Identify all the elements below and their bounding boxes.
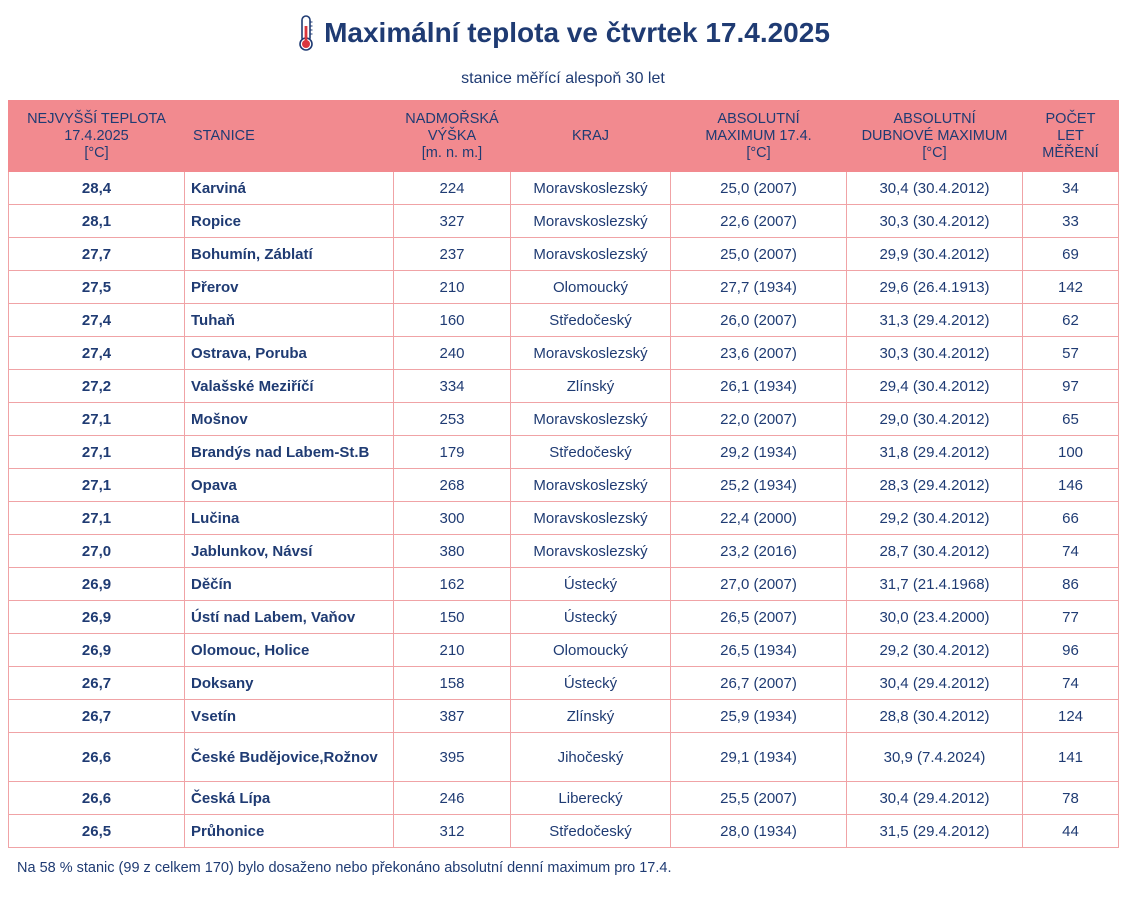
cell-station: Lučina	[185, 502, 394, 535]
cell-years: 146	[1023, 469, 1119, 502]
cell-station: Ostrava, Poruba	[185, 337, 394, 370]
cell-region: Moravskoslezský	[511, 172, 671, 205]
table-row	[9, 782, 1119, 815]
cell-temp: 26,7	[9, 700, 185, 733]
cell-altitude: 246	[394, 782, 511, 815]
table-row	[9, 337, 1119, 370]
cell-altitude: 210	[394, 271, 511, 304]
cell-region: Ústecký	[511, 667, 671, 700]
table-row	[9, 815, 1119, 848]
cell-april-max: 28,3 (29.4.2012)	[847, 469, 1023, 502]
cell-temp: 27,1	[9, 436, 185, 469]
table-row	[9, 304, 1119, 337]
cell-temp: 26,5	[9, 815, 185, 848]
table-row	[9, 568, 1119, 601]
cell-station: Karviná	[185, 172, 394, 205]
cell-april-max: 30,4 (29.4.2012)	[847, 782, 1023, 815]
cell-temp: 27,1	[9, 403, 185, 436]
cell-abs-max: 23,2 (2016)	[671, 535, 847, 568]
cell-april-max: 28,7 (30.4.2012)	[847, 535, 1023, 568]
cell-years: 66	[1023, 502, 1119, 535]
header-years: POČET LET MĚŘENÍ	[1023, 101, 1119, 172]
cell-april-max: 29,9 (30.4.2012)	[847, 238, 1023, 271]
cell-region: Moravskoslezský	[511, 337, 671, 370]
cell-temp: 28,4	[9, 172, 185, 205]
table-row	[9, 172, 1119, 205]
table-row	[9, 436, 1119, 469]
header-altitude: NADMOŘSKÁ VÝŠKA [m. n. m.]	[394, 101, 511, 172]
cell-region: Olomoucký	[511, 271, 671, 304]
cell-region: Liberecký	[511, 782, 671, 815]
cell-abs-max: 26,7 (2007)	[671, 667, 847, 700]
cell-region: Středočeský	[511, 304, 671, 337]
cell-years: 77	[1023, 601, 1119, 634]
cell-temp: 27,5	[9, 271, 185, 304]
cell-altitude: 300	[394, 502, 511, 535]
cell-altitude: 237	[394, 238, 511, 271]
cell-altitude: 158	[394, 667, 511, 700]
cell-station: Doksany	[185, 667, 394, 700]
cell-years: 78	[1023, 782, 1119, 815]
cell-altitude: 268	[394, 469, 511, 502]
cell-abs-max: 22,0 (2007)	[671, 403, 847, 436]
cell-abs-max: 26,0 (2007)	[671, 304, 847, 337]
cell-region: Moravskoslezský	[511, 238, 671, 271]
cell-region: Zlínský	[511, 700, 671, 733]
cell-years: 96	[1023, 634, 1119, 667]
header-region: KRAJ	[511, 101, 671, 172]
cell-abs-max: 25,0 (2007)	[671, 172, 847, 205]
cell-station: Bohumín, Záblatí	[185, 238, 394, 271]
cell-abs-max: 22,6 (2007)	[671, 205, 847, 238]
cell-abs-max: 29,1 (1934)	[671, 733, 847, 782]
cell-abs-max: 23,6 (2007)	[671, 337, 847, 370]
cell-abs-max: 25,2 (1934)	[671, 469, 847, 502]
cell-region: Středočeský	[511, 436, 671, 469]
cell-april-max: 30,9 (7.4.2024)	[847, 733, 1023, 782]
cell-station: Průhonice	[185, 815, 394, 848]
cell-april-max: 29,4 (30.4.2012)	[847, 370, 1023, 403]
table-row	[9, 700, 1119, 733]
cell-temp: 26,9	[9, 634, 185, 667]
cell-abs-max: 25,5 (2007)	[671, 782, 847, 815]
thermometer-icon	[296, 14, 316, 52]
table-row	[9, 271, 1119, 304]
cell-station: Přerov	[185, 271, 394, 304]
cell-years: 74	[1023, 667, 1119, 700]
cell-altitude: 160	[394, 304, 511, 337]
cell-years: 142	[1023, 271, 1119, 304]
cell-station: Ústí nad Labem, Vaňov	[185, 601, 394, 634]
cell-altitude: 312	[394, 815, 511, 848]
table-row	[9, 370, 1119, 403]
cell-years: 34	[1023, 172, 1119, 205]
cell-altitude: 253	[394, 403, 511, 436]
cell-region: Ústecký	[511, 568, 671, 601]
cell-station: Ropice	[185, 205, 394, 238]
cell-temp: 27,4	[9, 337, 185, 370]
cell-years: 86	[1023, 568, 1119, 601]
cell-temp: 27,0	[9, 535, 185, 568]
cell-april-max: 29,2 (30.4.2012)	[847, 634, 1023, 667]
cell-abs-max: 25,0 (2007)	[671, 238, 847, 271]
cell-temp: 27,7	[9, 238, 185, 271]
cell-april-max: 30,3 (30.4.2012)	[847, 337, 1023, 370]
cell-region: Ústecký	[511, 601, 671, 634]
cell-april-max: 30,0 (23.4.2000)	[847, 601, 1023, 634]
cell-station: České Budějovice,Rožnov	[185, 733, 394, 782]
footnote: Na 58 % stanic (99 z celkem 170) bylo dosaženo nebo překonáno absolutní denní maximum pro 17.4.	[17, 860, 672, 876]
cell-region: Moravskoslezský	[511, 535, 671, 568]
page-title	[296, 14, 830, 52]
temperature-table	[8, 100, 1119, 848]
cell-temp: 27,1	[9, 469, 185, 502]
cell-temp: 26,6	[9, 782, 185, 815]
cell-station: Tuhaň	[185, 304, 394, 337]
cell-temp: 26,6	[9, 733, 185, 782]
cell-region: Moravskoslezský	[511, 403, 671, 436]
cell-altitude: 327	[394, 205, 511, 238]
cell-years: 33	[1023, 205, 1119, 238]
cell-region: Jihočeský	[511, 733, 671, 782]
cell-altitude: 179	[394, 436, 511, 469]
header-april-max: ABSOLUTNÍ DUBNOVÉ MAXIMUM [°C]	[847, 101, 1023, 172]
page-subtitle: stanice měřící alespoň 30 let	[461, 70, 665, 87]
cell-region: Středočeský	[511, 815, 671, 848]
title-bar	[0, 14, 1126, 57]
cell-years: 97	[1023, 370, 1119, 403]
cell-temp: 27,1	[9, 502, 185, 535]
table-row	[9, 502, 1119, 535]
cell-altitude: 334	[394, 370, 511, 403]
cell-april-max: 30,3 (30.4.2012)	[847, 205, 1023, 238]
cell-abs-max: 27,0 (2007)	[671, 568, 847, 601]
cell-region: Moravskoslezský	[511, 469, 671, 502]
cell-station: Česká Lípa	[185, 782, 394, 815]
cell-altitude: 162	[394, 568, 511, 601]
cell-temp: 27,2	[9, 370, 185, 403]
cell-temp: 26,7	[9, 667, 185, 700]
cell-temp: 26,9	[9, 601, 185, 634]
cell-station: Děčín	[185, 568, 394, 601]
table-row	[9, 535, 1119, 568]
cell-april-max: 30,4 (30.4.2012)	[847, 172, 1023, 205]
cell-abs-max: 28,0 (1934)	[671, 815, 847, 848]
cell-station: Opava	[185, 469, 394, 502]
cell-years: 65	[1023, 403, 1119, 436]
header-temp: NEJVYŠŠÍ TEPLOTA 17.4.2025 [°C]	[9, 101, 185, 172]
cell-abs-max: 26,5 (1934)	[671, 634, 847, 667]
cell-april-max: 31,8 (29.4.2012)	[847, 436, 1023, 469]
cell-altitude: 240	[394, 337, 511, 370]
cell-region: Moravskoslezský	[511, 502, 671, 535]
cell-altitude: 210	[394, 634, 511, 667]
cell-region: Moravskoslezský	[511, 205, 671, 238]
cell-years: 57	[1023, 337, 1119, 370]
cell-temp: 28,1	[9, 205, 185, 238]
cell-april-max: 28,8 (30.4.2012)	[847, 700, 1023, 733]
cell-station: Valašské Meziříčí	[185, 370, 394, 403]
cell-years: 74	[1023, 535, 1119, 568]
cell-abs-max: 29,2 (1934)	[671, 436, 847, 469]
table-row	[9, 469, 1119, 502]
cell-april-max: 30,4 (29.4.2012)	[847, 667, 1023, 700]
cell-region: Olomoucký	[511, 634, 671, 667]
cell-years: 44	[1023, 815, 1119, 848]
cell-station: Mošnov	[185, 403, 394, 436]
cell-altitude: 395	[394, 733, 511, 782]
cell-altitude: 387	[394, 700, 511, 733]
cell-abs-max: 26,5 (2007)	[671, 601, 847, 634]
cell-years: 62	[1023, 304, 1119, 337]
table-row	[9, 667, 1119, 700]
header-station: STANICE	[185, 101, 394, 172]
cell-station: Brandýs nad Labem-St.B	[185, 436, 394, 469]
cell-temp: 26,9	[9, 568, 185, 601]
cell-years: 124	[1023, 700, 1119, 733]
cell-years: 69	[1023, 238, 1119, 271]
table-row	[9, 634, 1119, 667]
cell-years: 141	[1023, 733, 1119, 782]
table-row	[9, 733, 1119, 782]
table-row	[9, 238, 1119, 271]
cell-altitude: 380	[394, 535, 511, 568]
cell-temp: 27,4	[9, 304, 185, 337]
table-row	[9, 403, 1119, 436]
table-row	[9, 205, 1119, 238]
cell-april-max: 29,2 (30.4.2012)	[847, 502, 1023, 535]
cell-april-max: 31,3 (29.4.2012)	[847, 304, 1023, 337]
cell-april-max: 29,0 (30.4.2012)	[847, 403, 1023, 436]
cell-abs-max: 27,7 (1934)	[671, 271, 847, 304]
cell-altitude: 224	[394, 172, 511, 205]
page-title-text: Maximální teplota ve čtvrtek 17.4.2025	[324, 17, 830, 48]
cell-april-max: 31,7 (21.4.1968)	[847, 568, 1023, 601]
header-abs-max: ABSOLUTNÍ MAXIMUM 17.4. [°C]	[671, 101, 847, 172]
cell-station: Olomouc, Holice	[185, 634, 394, 667]
table-header-row	[9, 101, 1119, 172]
cell-abs-max: 22,4 (2000)	[671, 502, 847, 535]
cell-region: Zlínský	[511, 370, 671, 403]
cell-station: Vsetín	[185, 700, 394, 733]
table-row	[9, 601, 1119, 634]
cell-abs-max: 26,1 (1934)	[671, 370, 847, 403]
cell-abs-max: 25,9 (1934)	[671, 700, 847, 733]
cell-april-max: 29,6 (26.4.1913)	[847, 271, 1023, 304]
cell-altitude: 150	[394, 601, 511, 634]
cell-years: 100	[1023, 436, 1119, 469]
cell-station: Jablunkov, Návsí	[185, 535, 394, 568]
cell-april-max: 31,5 (29.4.2012)	[847, 815, 1023, 848]
